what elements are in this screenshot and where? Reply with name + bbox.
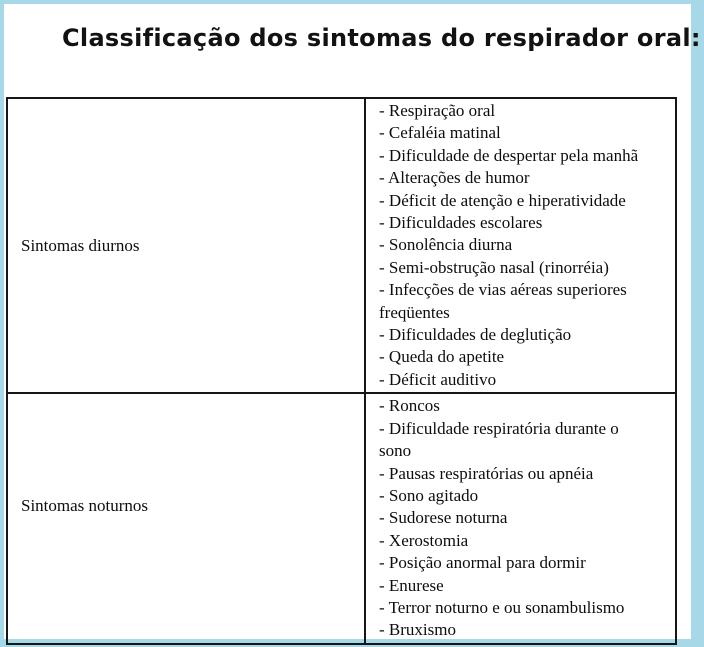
symptom-line: - Sonolência diurna	[379, 235, 513, 255]
symptom-line: sono	[379, 441, 412, 461]
symptom-line: - Dificuldade de despertar pela manhã	[379, 145, 639, 165]
symptom-line: - Dificuldades escolares	[379, 213, 543, 233]
symptom-line: freqüentes	[379, 302, 450, 322]
symptom-line: - Roncos	[379, 396, 440, 416]
symptom-line: - Sono agitado	[379, 485, 479, 505]
symptoms-cell-diurnos	[365, 98, 676, 393]
symptom-line: - Terror noturno e ou sonambulismo	[379, 597, 625, 617]
symptom-line: - Queda do apetite	[379, 347, 505, 367]
symptom-line: - Posição anormal para dormir	[379, 553, 586, 573]
table-row-diurnos	[7, 98, 676, 393]
symptoms-table	[6, 97, 677, 645]
symptom-line: - Xerostomia	[379, 530, 469, 550]
symptoms-cell-noturnos	[365, 393, 676, 643]
symptom-line: - Dificuldade respiratória durante o	[379, 418, 619, 438]
symptom-line: - Déficit de atenção e hiperatividade	[379, 190, 626, 210]
symptom-line: - Cefaléia matinal	[379, 123, 501, 143]
symptom-line: - Pausas respiratórias ou apnéia	[379, 463, 594, 483]
category-cell-noturnos: Sintomas noturnos	[7, 393, 365, 643]
table-row-noturnos	[7, 393, 676, 643]
symptom-line: - Déficit auditivo	[379, 369, 497, 389]
symptom-line: - Bruxismo	[379, 620, 456, 640]
symptom-line: - Sudorese noturna	[379, 508, 508, 528]
symptom-line: - Alterações de humor	[379, 168, 530, 188]
symptom-line: - Infecções de vias aéreas superiores	[379, 280, 627, 300]
symptom-line: - Dificuldades de deglutição	[379, 325, 572, 345]
page-title: Classificação dos sintomas do respirador oral:	[62, 24, 701, 52]
symptom-line: - Respiração oral	[379, 101, 496, 120]
category-cell-diurnos: Sintomas diurnos	[7, 98, 365, 393]
symptom-line: - Enurese	[379, 575, 444, 595]
symptom-line: - Semi-obstrução nasal (rinorréia)	[379, 257, 609, 277]
document-page	[4, 4, 701, 640]
